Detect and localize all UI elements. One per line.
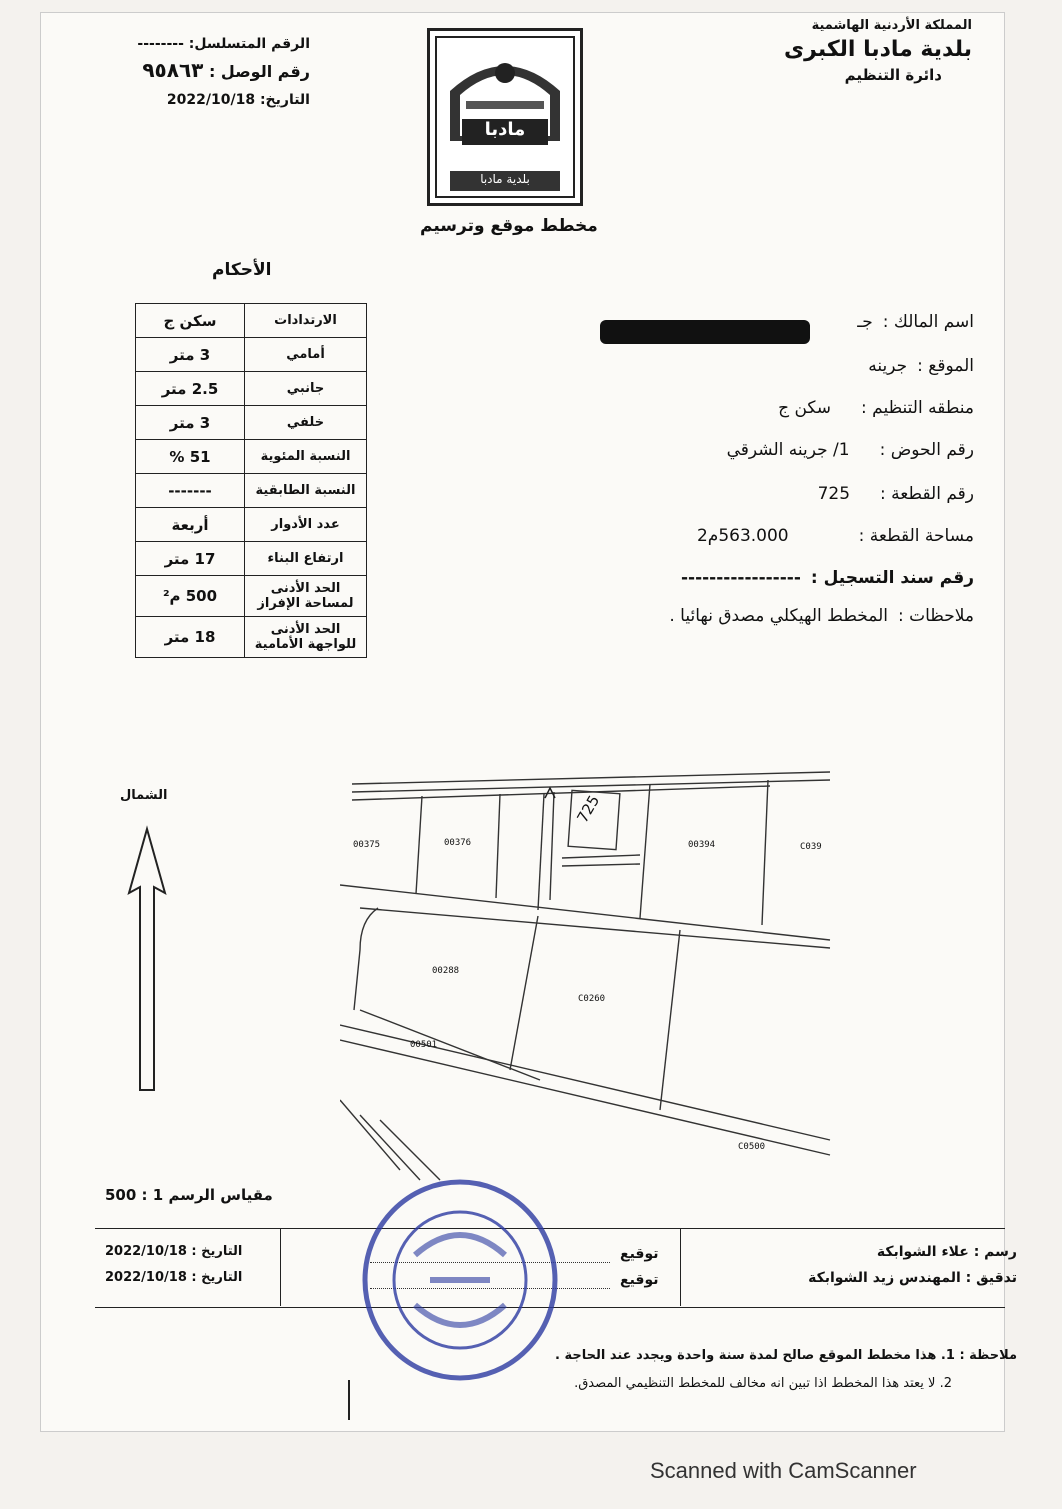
location-row	[868, 356, 974, 376]
basin-row	[727, 440, 974, 460]
area-row	[697, 526, 974, 546]
department-line: دائرة التنظيم	[844, 66, 942, 84]
table-row	[136, 440, 367, 474]
signature-2: توقيع	[620, 1272, 659, 1288]
table-row	[136, 474, 367, 508]
date-2: التاريخ : 2022/10/18	[105, 1270, 243, 1285]
plot-value: 725	[817, 484, 851, 504]
issuer-header	[784, 18, 972, 84]
rules-title: الأحكام	[212, 260, 272, 280]
rule-value: -------	[136, 474, 245, 508]
plot-label-c0500: C0500	[738, 1142, 766, 1152]
deed-label: رقم سند التسجيل :	[810, 568, 974, 588]
municipality-crest-icon	[427, 28, 583, 206]
table-row	[136, 338, 367, 372]
plot-row	[818, 484, 974, 504]
notes-value: المخطط الهيكلي مصدق نهائيا .	[669, 606, 888, 626]
serial-label: الرقم المتسلسل:	[188, 36, 310, 52]
footnote-1	[555, 1348, 1017, 1363]
area-value: 563.000م2	[696, 526, 789, 546]
rule-value: سكن ج	[136, 304, 245, 338]
rule-value: أربعة	[136, 508, 245, 542]
document-title: مخطط موقع وترسيم	[420, 216, 598, 236]
zoning-rules-table	[135, 303, 367, 658]
receipt-label: رقم الوصل :	[208, 62, 310, 81]
date-label: التاريخ:	[259, 92, 310, 108]
zone-label: منطقه التنظيم :	[861, 398, 974, 418]
plot-label-375: 00375	[353, 840, 381, 850]
kingdom-line: المملكة الأردنية الهاشمية	[811, 18, 972, 33]
notes-row	[669, 606, 974, 626]
basin-value: 1/ جرينه الشرقي	[726, 440, 850, 460]
area-label: مساحة القطعة :	[858, 526, 974, 546]
footnote-label: ملاحظة :	[959, 1348, 1017, 1363]
table-row	[136, 542, 367, 576]
margin-mark	[348, 1380, 350, 1420]
table-row	[136, 576, 367, 617]
date-value: 2022/10/18	[166, 92, 256, 108]
drawn-by: رسم : علاء الشوابكة	[876, 1244, 1017, 1260]
rule-key: خلفي	[245, 406, 367, 440]
signature-1: توقيع	[620, 1246, 659, 1262]
official-seal-icon	[355, 1175, 565, 1385]
rule-key: النسبة المئوية	[245, 440, 367, 474]
table-row	[136, 304, 367, 338]
table-row	[136, 617, 367, 658]
notes-label: ملاحظات :	[897, 606, 974, 626]
rule-key: جانبي	[245, 372, 367, 406]
deed-row	[681, 568, 974, 588]
cadastral-plan	[340, 770, 840, 1190]
rule-value: 51 %	[136, 440, 245, 474]
zone-row	[778, 398, 974, 418]
date-1: التاريخ : 2022/10/18	[105, 1244, 243, 1259]
subject-plot-label: 725	[573, 792, 604, 826]
scale-value: 1 : 500	[105, 1186, 164, 1204]
location-label: الموقع :	[917, 356, 974, 376]
zone-value: سكن ج	[778, 398, 832, 418]
redaction-bar	[600, 320, 810, 344]
rule-key: الحد الأدنى لمساحة الإفراز	[245, 576, 367, 617]
checked-by: تدقيق : المهندس زيد الشوابكة	[808, 1270, 1017, 1286]
footnote-2: 2. لا يعتد هذا المخطط اذا تبين انه مخالف للمخطط التنظيمي المصدق.	[574, 1376, 952, 1391]
receipt-value: ٩٥٨٦٣	[142, 58, 204, 82]
table-row	[136, 508, 367, 542]
logo-text: مادبا	[484, 119, 526, 140]
plot-label-c0260: C0260	[578, 994, 606, 1004]
logo-caption: بلدية مادبا	[480, 172, 530, 186]
north-arrow-icon	[125, 825, 170, 1095]
scale-label: مقياس الرسم	[168, 1186, 273, 1204]
rule-key: النسبة الطابقية	[245, 474, 367, 508]
rule-value: 500 م²	[136, 576, 245, 617]
rule-key: الارتدادات	[245, 304, 367, 338]
north-label: الشمال	[120, 788, 168, 803]
plot-label-376: 00376	[444, 838, 472, 848]
rule-value: 17 متر	[136, 542, 245, 576]
table-row	[136, 372, 367, 406]
basin-label: رقم الحوض :	[879, 440, 974, 460]
reference-block	[120, 36, 310, 108]
divider	[280, 1228, 281, 1306]
divider	[680, 1228, 681, 1306]
rule-value: 2.5 متر	[136, 372, 245, 406]
rule-value: 3 متر	[136, 338, 245, 372]
owner-label: اسم المالك :	[882, 312, 974, 332]
rule-key: عدد الأدوار	[245, 508, 367, 542]
plot-label: رقم القطعة :	[880, 484, 974, 504]
plot-label-394: 00394	[688, 840, 716, 850]
scanner-watermark: Scanned with CamScanner	[650, 1458, 917, 1483]
table-row	[136, 406, 367, 440]
serial-value: --------	[137, 36, 184, 52]
rule-key: الحد الأدنى للواجهة الأمامية	[245, 617, 367, 658]
plot-label-288: 00288	[432, 966, 460, 976]
rule-key: ارتفاع البناء	[245, 542, 367, 576]
scale-row	[105, 1186, 273, 1204]
deed-value: -----------------	[680, 568, 801, 588]
owner-value: جـ	[857, 312, 873, 332]
footnote-1-text: 1. هذا مخطط الموقع صالح لمدة سنة واحدة ويجدد عند الحاجة .	[555, 1348, 955, 1363]
owner-row	[857, 312, 974, 332]
plot-label-c039: C039	[800, 842, 822, 852]
rule-value: 3 متر	[136, 406, 245, 440]
municipality-line: بلدية مادبا الكبرى	[784, 37, 972, 62]
rule-value: 18 متر	[136, 617, 245, 658]
plot-label-501: 00501	[410, 1040, 438, 1050]
location-value: جرينه	[868, 356, 908, 376]
rule-key: أمامي	[245, 338, 367, 372]
